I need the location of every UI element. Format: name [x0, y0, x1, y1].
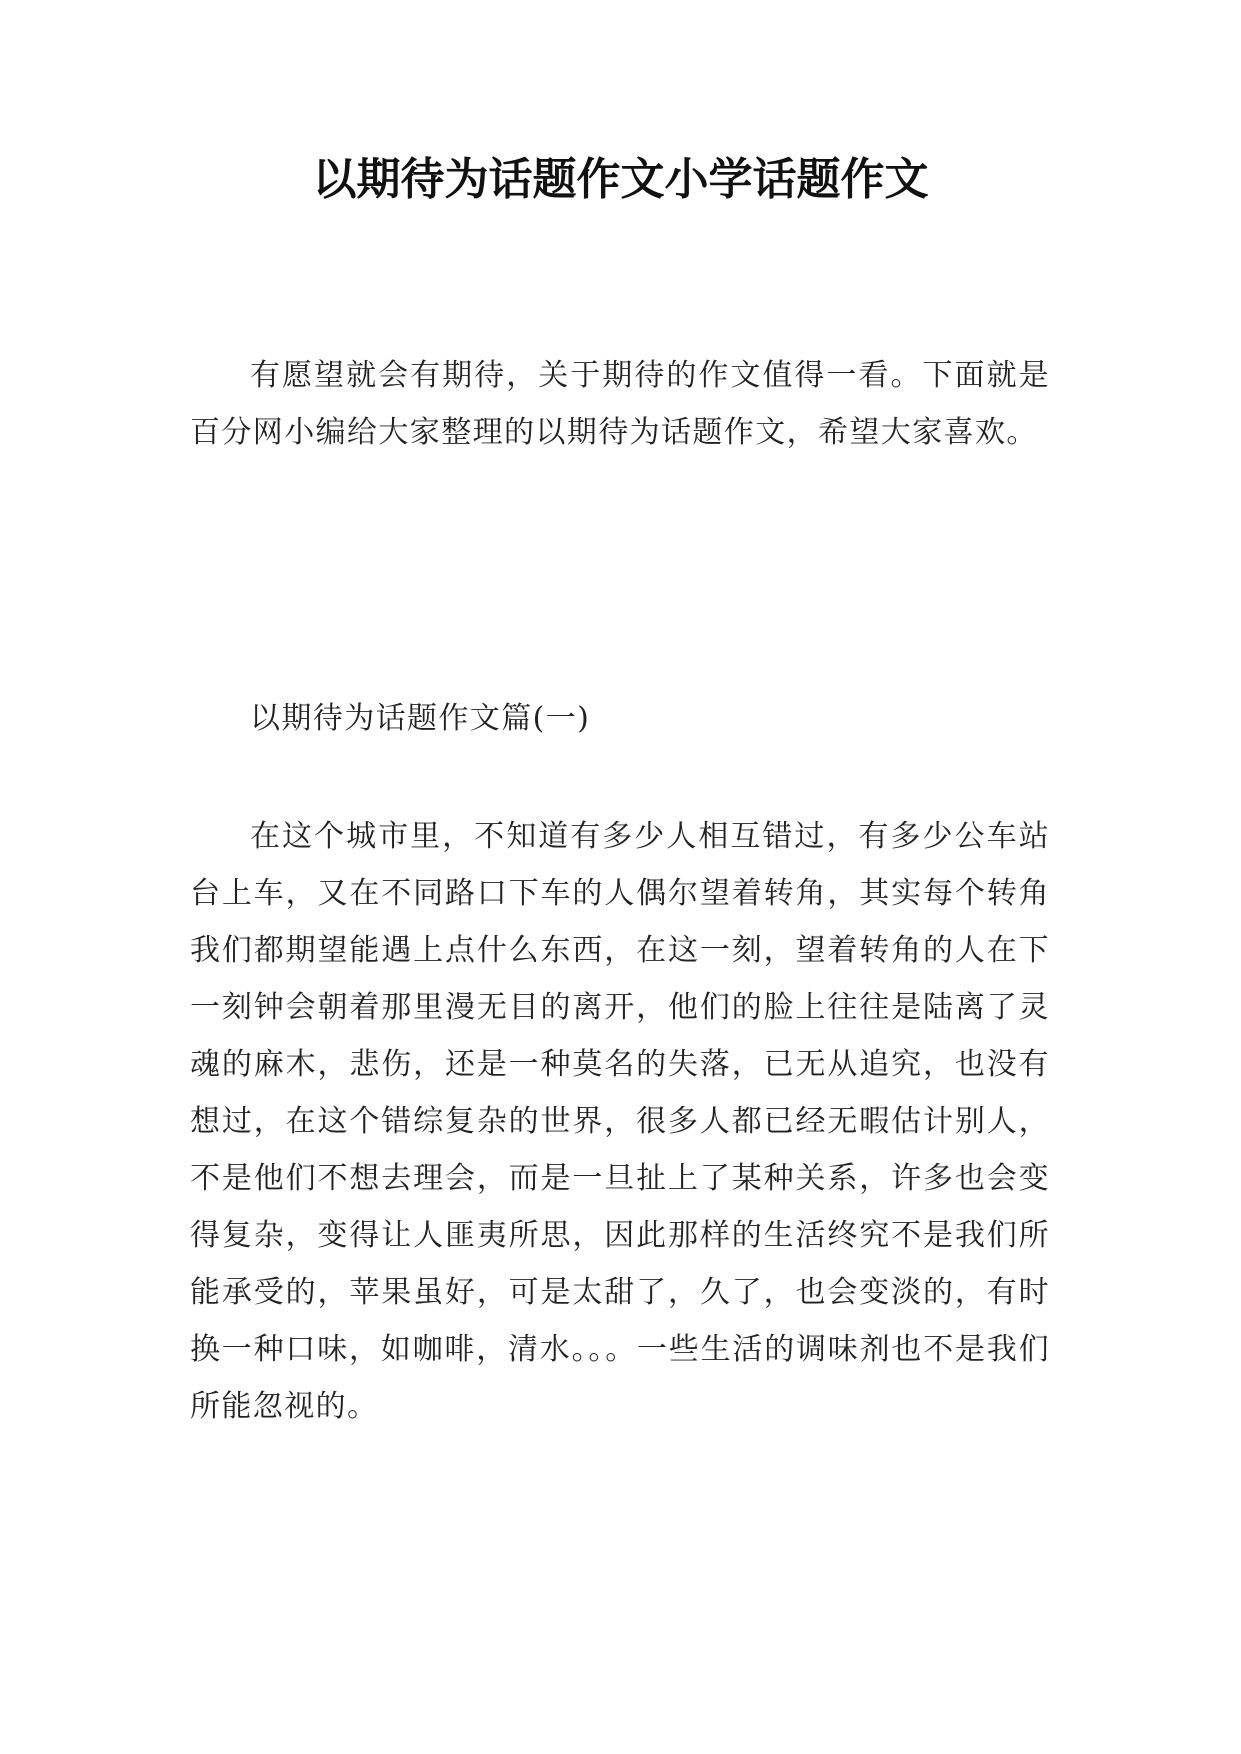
section-heading: 以期待为话题作文篇(一)	[250, 701, 591, 736]
section-body-paragraph: 在这个城市里，不知道有多少人相互错过，有多少公车站台上车，又在不同路口下车的人偶尔望着转角，其实每个转角我们都期望能遇上点什么东西，在这一刻，望着转角的人在下一刻钟会朝着那里漫无目的离开，他们的脸上往往是陆离了灵魂的麻木，悲伤，还是一种莫名的失落，已无从追究，也没有想过，在这个错综复杂的世界，很多人都已经无暇估计别人，不是他们不想去理会，而是一旦扯上了某种关系，许多也会变得复杂，变得让人匪夷所思，因此那样的生活终究不是我们所能承受的，苹果虽好，可是太甜了，久了，也会变淡的，有时换一种口味，如咖啡，清水。。。一些生活的调味剂也不是我们所能忽视的。	[190, 819, 1050, 1424]
document-title: 以期待为话题作文小学话题作文	[312, 154, 929, 205]
intro-paragraph: 有愿望就会有期待，关于期待的作文值得一看。下面就是百分网小编给大家整理的以期待为话题作文，希望大家喜欢。	[190, 358, 1050, 450]
